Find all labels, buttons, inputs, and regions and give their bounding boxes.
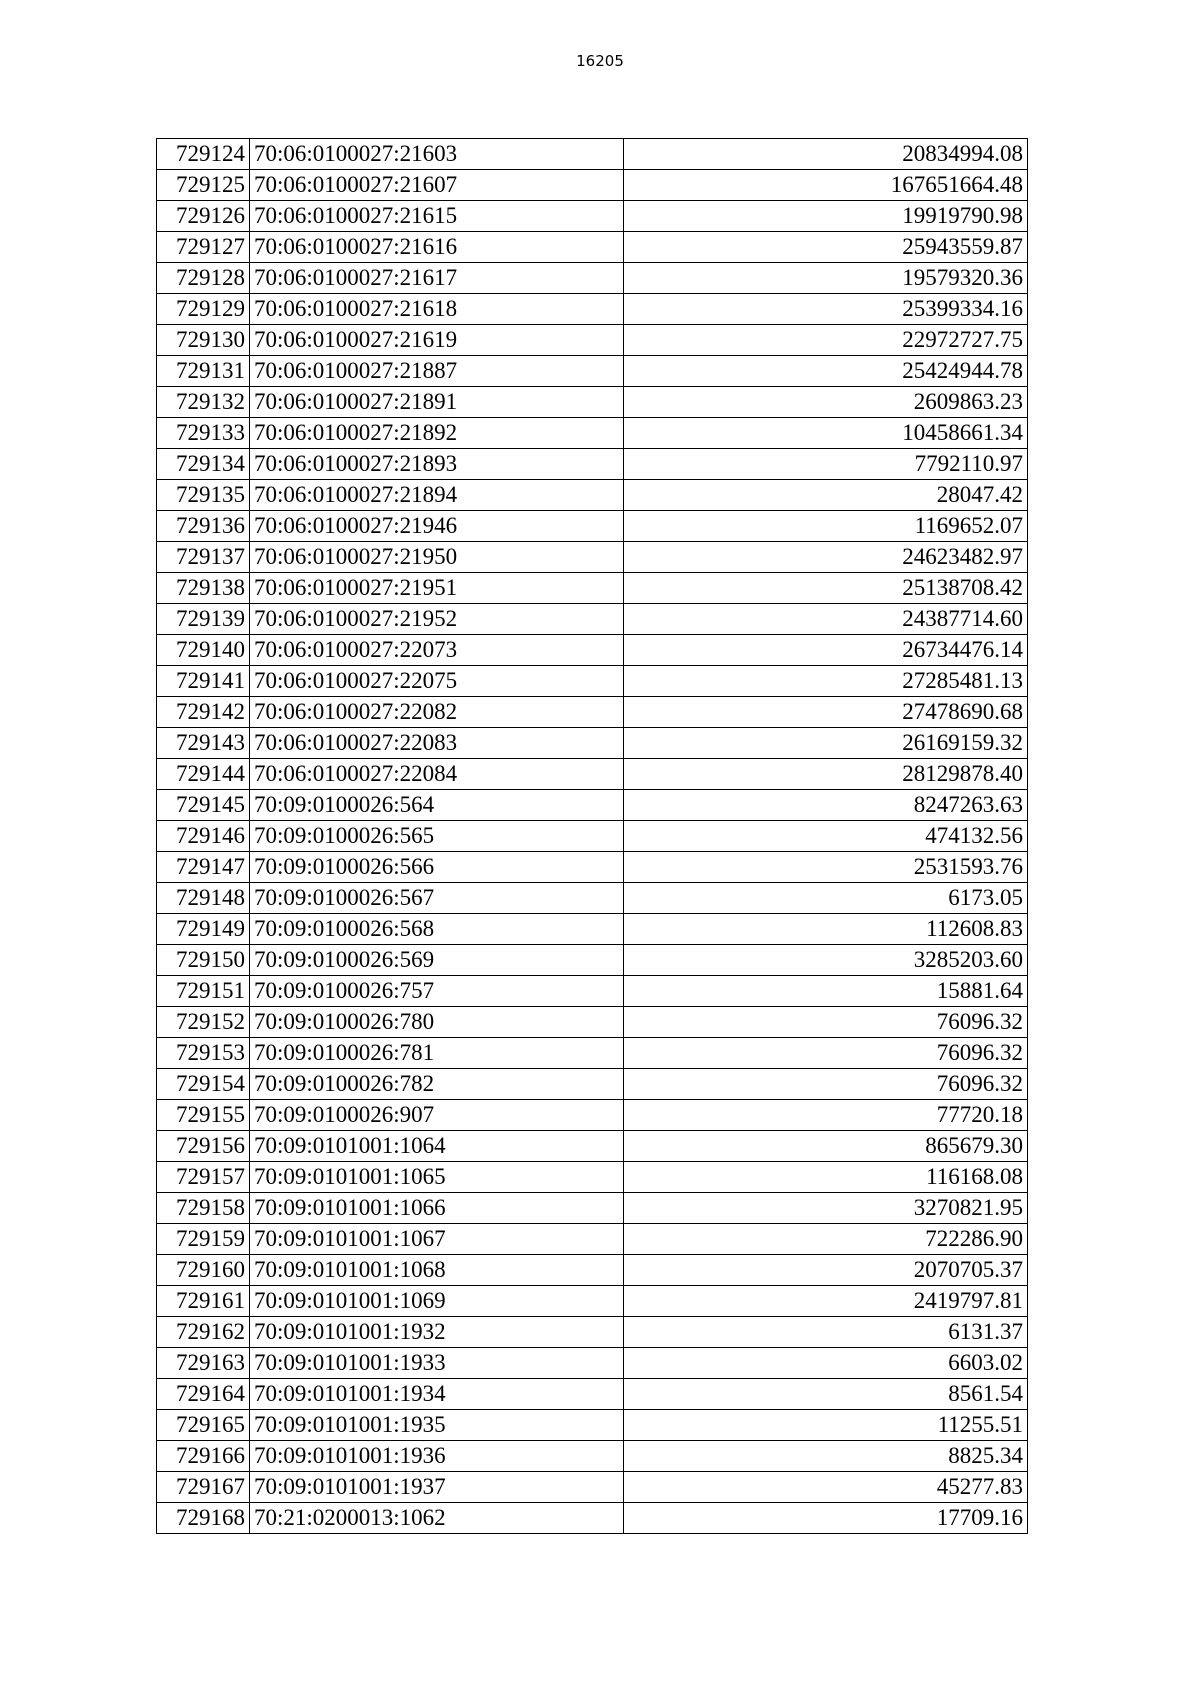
- cadastral-number-cell: 70:09:0100026:780: [250, 1007, 624, 1038]
- cadastral-number-cell: 70:09:0101001:1933: [250, 1348, 624, 1379]
- cadastral-number-cell: 70:09:0101001:1936: [250, 1441, 624, 1472]
- row-number-cell: 729131: [157, 356, 250, 387]
- table-row: [157, 759, 1028, 790]
- cadastral-value-cell: 116168.08: [624, 1162, 1028, 1193]
- table-row: [157, 1069, 1028, 1100]
- row-number-cell: 729162: [157, 1317, 250, 1348]
- cadastral-value-cell: 76096.32: [624, 1007, 1028, 1038]
- cadastral-number-cell: 70:09:0100026:781: [250, 1038, 624, 1069]
- cadastral-value-cell: 22972727.75: [624, 325, 1028, 356]
- row-number-cell: 729141: [157, 666, 250, 697]
- cadastral-number-cell: 70:06:0100027:21894: [250, 480, 624, 511]
- table-row: [157, 480, 1028, 511]
- cadastral-number-cell: 70:09:0101001:1064: [250, 1131, 624, 1162]
- cadastral-value-cell: 76096.32: [624, 1069, 1028, 1100]
- cadastral-value-cell: 2070705.37: [624, 1255, 1028, 1286]
- table-row: [157, 201, 1028, 232]
- cadastral-number-cell: 70:09:0101001:1066: [250, 1193, 624, 1224]
- table-row: [157, 418, 1028, 449]
- table-row: [157, 356, 1028, 387]
- row-number-cell: 729150: [157, 945, 250, 976]
- cadastral-number-cell: 70:06:0100027:21892: [250, 418, 624, 449]
- cadastral-value-cell: 19579320.36: [624, 263, 1028, 294]
- row-number-cell: 729133: [157, 418, 250, 449]
- row-number-cell: 729145: [157, 790, 250, 821]
- cadastral-value-cell: 6603.02: [624, 1348, 1028, 1379]
- table-row: [157, 635, 1028, 666]
- cadastral-number-cell: 70:06:0100027:21615: [250, 201, 624, 232]
- row-number-cell: 729126: [157, 201, 250, 232]
- row-number-cell: 729132: [157, 387, 250, 418]
- cadastral-value-cell: 2531593.76: [624, 852, 1028, 883]
- row-number-cell: 729165: [157, 1410, 250, 1441]
- cadastral-value-cell: 474132.56: [624, 821, 1028, 852]
- table-row: [157, 1286, 1028, 1317]
- cadastral-value-cell: 26734476.14: [624, 635, 1028, 666]
- cadastral-value-table: [156, 138, 1028, 1534]
- cadastral-number-cell: 70:09:0100026:782: [250, 1069, 624, 1100]
- row-number-cell: 729161: [157, 1286, 250, 1317]
- cadastral-number-cell: 70:09:0101001:1935: [250, 1410, 624, 1441]
- cadastral-value-cell: 27478690.68: [624, 697, 1028, 728]
- cadastral-number-cell: 70:06:0100027:21951: [250, 573, 624, 604]
- row-number-cell: 729137: [157, 542, 250, 573]
- cadastral-value-cell: 25943559.87: [624, 232, 1028, 263]
- cadastral-value-cell: 45277.83: [624, 1472, 1028, 1503]
- cadastral-number-cell: 70:09:0101001:1065: [250, 1162, 624, 1193]
- row-number-cell: 729148: [157, 883, 250, 914]
- table-row: [157, 1100, 1028, 1131]
- cadastral-value-cell: 24623482.97: [624, 542, 1028, 573]
- cadastral-number-cell: 70:06:0100027:22075: [250, 666, 624, 697]
- cadastral-number-cell: 70:06:0100027:22083: [250, 728, 624, 759]
- table-row: [157, 1317, 1028, 1348]
- cadastral-value-cell: 25138708.42: [624, 573, 1028, 604]
- cadastral-value-cell: 19919790.98: [624, 201, 1028, 232]
- cadastral-value-cell: 15881.64: [624, 976, 1028, 1007]
- cadastral-value-cell: 2419797.81: [624, 1286, 1028, 1317]
- cadastral-number-cell: 70:09:0101001:1932: [250, 1317, 624, 1348]
- table-row: [157, 170, 1028, 201]
- row-number-cell: 729168: [157, 1503, 250, 1534]
- table-row: [157, 852, 1028, 883]
- row-number-cell: 729152: [157, 1007, 250, 1038]
- row-number-cell: 729124: [157, 139, 250, 170]
- cadastral-value-cell: 10458661.34: [624, 418, 1028, 449]
- cadastral-value-cell: 7792110.97: [624, 449, 1028, 480]
- cadastral-value-cell: 722286.90: [624, 1224, 1028, 1255]
- cadastral-number-cell: 70:09:0100026:569: [250, 945, 624, 976]
- row-number-cell: 729167: [157, 1472, 250, 1503]
- table-row: [157, 1503, 1028, 1534]
- table-row: [157, 666, 1028, 697]
- cadastral-value-cell: 17709.16: [624, 1503, 1028, 1534]
- cadastral-number-cell: 70:06:0100027:21607: [250, 170, 624, 201]
- table-row: [157, 573, 1028, 604]
- cadastral-value-cell: 2609863.23: [624, 387, 1028, 418]
- cadastral-number-cell: 70:06:0100027:21887: [250, 356, 624, 387]
- table-row: [157, 697, 1028, 728]
- cadastral-value-cell: 28129878.40: [624, 759, 1028, 790]
- row-number-cell: 729127: [157, 232, 250, 263]
- table-row: [157, 1224, 1028, 1255]
- cadastral-number-cell: 70:06:0100027:21617: [250, 263, 624, 294]
- table-row: [157, 1379, 1028, 1410]
- row-number-cell: 729134: [157, 449, 250, 480]
- cadastral-number-cell: 70:06:0100027:21618: [250, 294, 624, 325]
- table-row: [157, 1131, 1028, 1162]
- cadastral-value-cell: 25424944.78: [624, 356, 1028, 387]
- table-row: [157, 511, 1028, 542]
- cadastral-number-cell: 70:06:0100027:21891: [250, 387, 624, 418]
- table-row: [157, 790, 1028, 821]
- table-row: [157, 1255, 1028, 1286]
- row-number-cell: 729135: [157, 480, 250, 511]
- table-row: [157, 1410, 1028, 1441]
- row-number-cell: 729138: [157, 573, 250, 604]
- table-row: [157, 294, 1028, 325]
- row-number-cell: 729155: [157, 1100, 250, 1131]
- cadastral-number-cell: 70:09:0100026:565: [250, 821, 624, 852]
- cadastral-value-cell: 3285203.60: [624, 945, 1028, 976]
- cadastral-number-cell: 70:09:0101001:1067: [250, 1224, 624, 1255]
- cadastral-value-cell: 11255.51: [624, 1410, 1028, 1441]
- cadastral-value-cell: 6131.37: [624, 1317, 1028, 1348]
- row-number-cell: 729147: [157, 852, 250, 883]
- cadastral-number-cell: 70:09:0100026:564: [250, 790, 624, 821]
- row-number-cell: 729144: [157, 759, 250, 790]
- table-row: [157, 821, 1028, 852]
- cadastral-number-cell: 70:06:0100027:22073: [250, 635, 624, 666]
- cadastral-number-cell: 70:09:0100026:907: [250, 1100, 624, 1131]
- table-row: [157, 449, 1028, 480]
- cadastral-number-cell: 70:06:0100027:22082: [250, 697, 624, 728]
- cadastral-number-cell: 70:21:0200013:1062: [250, 1503, 624, 1534]
- cadastral-number-cell: 70:06:0100027:21952: [250, 604, 624, 635]
- table-row: [157, 1038, 1028, 1069]
- row-number-cell: 729140: [157, 635, 250, 666]
- cadastral-value-cell: 6173.05: [624, 883, 1028, 914]
- cadastral-number-cell: 70:09:0100026:567: [250, 883, 624, 914]
- row-number-cell: 729158: [157, 1193, 250, 1224]
- row-number-cell: 729153: [157, 1038, 250, 1069]
- cadastral-number-cell: 70:09:0101001:1937: [250, 1472, 624, 1503]
- cadastral-value-cell: 26169159.32: [624, 728, 1028, 759]
- table-body: [157, 139, 1028, 1534]
- table-row: [157, 387, 1028, 418]
- table-row: [157, 232, 1028, 263]
- row-number-cell: 729139: [157, 604, 250, 635]
- cadastral-value-cell: 3270821.95: [624, 1193, 1028, 1224]
- table-row: [157, 1472, 1028, 1503]
- row-number-cell: 729163: [157, 1348, 250, 1379]
- page-number: 16205: [576, 52, 624, 70]
- cadastral-value-cell: 167651664.48: [624, 170, 1028, 201]
- table-row: [157, 1348, 1028, 1379]
- row-number-cell: 729146: [157, 821, 250, 852]
- table-row: [157, 945, 1028, 976]
- cadastral-value-cell: 1169652.07: [624, 511, 1028, 542]
- table-row: [157, 1007, 1028, 1038]
- table-row: [157, 914, 1028, 945]
- row-number-cell: 729142: [157, 697, 250, 728]
- cadastral-number-cell: 70:09:0100026:568: [250, 914, 624, 945]
- cadastral-value-cell: 77720.18: [624, 1100, 1028, 1131]
- cadastral-number-cell: 70:06:0100027:21893: [250, 449, 624, 480]
- cadastral-value-cell: 8247263.63: [624, 790, 1028, 821]
- cadastral-number-cell: 70:09:0101001:1068: [250, 1255, 624, 1286]
- cadastral-number-cell: 70:06:0100027:21616: [250, 232, 624, 263]
- cadastral-value-cell: 865679.30: [624, 1131, 1028, 1162]
- cadastral-number-cell: 70:06:0100027:22084: [250, 759, 624, 790]
- row-number-cell: 729149: [157, 914, 250, 945]
- table-row: [157, 263, 1028, 294]
- table-row: [157, 976, 1028, 1007]
- cadastral-number-cell: 70:06:0100027:21950: [250, 542, 624, 573]
- table-row: [157, 139, 1028, 170]
- row-number-cell: 729129: [157, 294, 250, 325]
- table-row: [157, 542, 1028, 573]
- table-row: [157, 1193, 1028, 1224]
- cadastral-number-cell: 70:09:0100026:566: [250, 852, 624, 883]
- cadastral-number-cell: 70:09:0100026:757: [250, 976, 624, 1007]
- row-number-cell: 729164: [157, 1379, 250, 1410]
- table-row: [157, 604, 1028, 635]
- cadastral-value-cell: 27285481.13: [624, 666, 1028, 697]
- cadastral-value-cell: 28047.42: [624, 480, 1028, 511]
- row-number-cell: 729160: [157, 1255, 250, 1286]
- row-number-cell: 729159: [157, 1224, 250, 1255]
- cadastral-number-cell: 70:09:0101001:1069: [250, 1286, 624, 1317]
- table-row: [157, 1441, 1028, 1472]
- table-row: [157, 883, 1028, 914]
- row-number-cell: 729136: [157, 511, 250, 542]
- row-number-cell: 729151: [157, 976, 250, 1007]
- cadastral-number-cell: 70:06:0100027:21603: [250, 139, 624, 170]
- table-row: [157, 325, 1028, 356]
- row-number-cell: 729154: [157, 1069, 250, 1100]
- cadastral-value-cell: 25399334.16: [624, 294, 1028, 325]
- cadastral-number-cell: 70:09:0101001:1934: [250, 1379, 624, 1410]
- row-number-cell: 729143: [157, 728, 250, 759]
- table-row: [157, 728, 1028, 759]
- cadastral-value-cell: 20834994.08: [624, 139, 1028, 170]
- cadastral-value-cell: 8561.54: [624, 1379, 1028, 1410]
- row-number-cell: 729156: [157, 1131, 250, 1162]
- cadastral-number-cell: 70:06:0100027:21946: [250, 511, 624, 542]
- row-number-cell: 729166: [157, 1441, 250, 1472]
- cadastral-value-cell: 24387714.60: [624, 604, 1028, 635]
- row-number-cell: 729128: [157, 263, 250, 294]
- row-number-cell: 729157: [157, 1162, 250, 1193]
- cadastral-value-cell: 112608.83: [624, 914, 1028, 945]
- cadastral-number-cell: 70:06:0100027:21619: [250, 325, 624, 356]
- table-row: [157, 1162, 1028, 1193]
- cadastral-value-cell: 76096.32: [624, 1038, 1028, 1069]
- row-number-cell: 729130: [157, 325, 250, 356]
- row-number-cell: 729125: [157, 170, 250, 201]
- cadastral-value-cell: 8825.34: [624, 1441, 1028, 1472]
